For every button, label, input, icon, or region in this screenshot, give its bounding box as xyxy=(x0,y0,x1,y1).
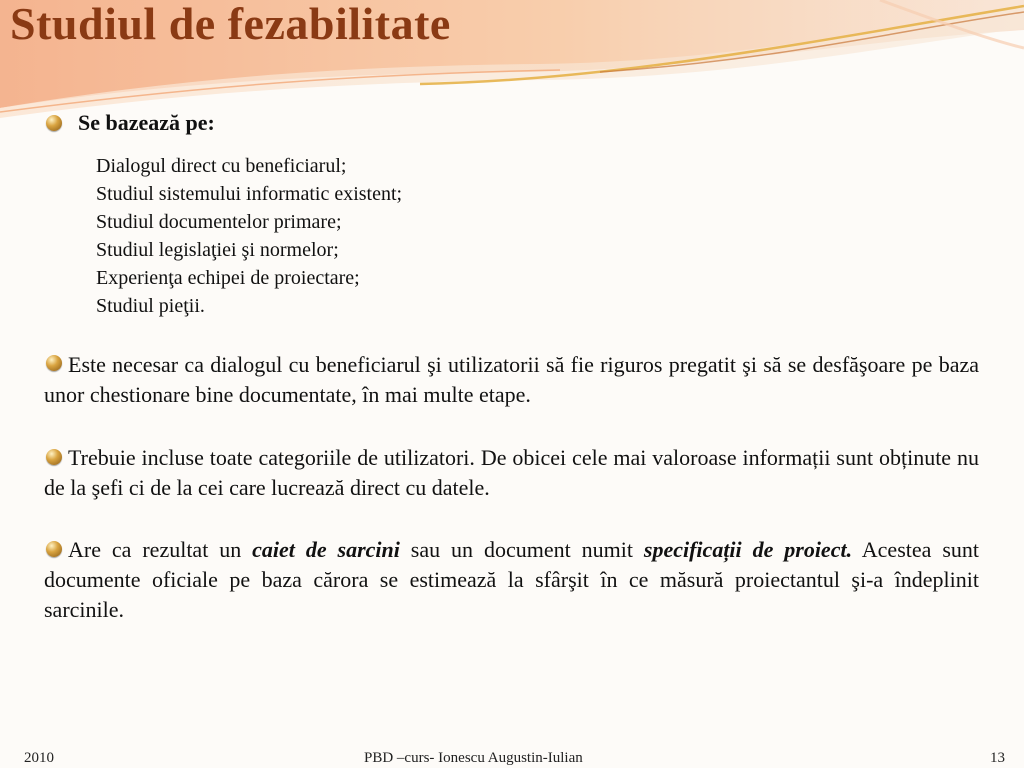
result-text-1: Are ca rezultat un xyxy=(68,537,253,562)
term-specificatii: specificații de proiect. xyxy=(643,537,853,562)
paragraph-dialog: Este necesar ca dialogul cu beneficiarul şi utilizatorii să fie riguros pregatit şi să se desfăşoare pe baza unor chestionare bine documentate, în mai multe etape. xyxy=(44,352,979,407)
basis-item: Studiul pieţii. xyxy=(96,295,205,317)
basis-item: Studiul documentelor primare; xyxy=(96,211,342,233)
result-text-3: Acestea sunt documente oficiale pe baza cărora se estimează la sfârşit în ce măsură proiectantul şi-a îndeplinit sarcinile. xyxy=(44,537,980,622)
paragraph-result xyxy=(44,535,979,625)
basis-heading: Se bazează pe: xyxy=(78,110,215,135)
basis-item: Studiul sistemului informatic existent; xyxy=(96,183,403,205)
basis-item: Experienţa echipei de proiectare; xyxy=(96,267,360,289)
slide-title: Studiul de fezabilitate xyxy=(10,0,451,49)
term-caiet-de-sarcini: caiet de sarcini xyxy=(252,537,400,562)
basis-list xyxy=(96,152,402,320)
result-text-2: sau un document numit xyxy=(399,537,644,562)
footer-course: PBD –curs- Ionescu Augustin-Iulian xyxy=(364,750,583,766)
paragraph-users: Trebuie incluse toate categoriile de utilizatori. De obicei cele mai valoroase informații sunt obținute nu de la şefi ci de la cei care lucrează direct cu datele. xyxy=(44,445,979,500)
basis-item: Dialogul direct cu beneficiarul; xyxy=(96,155,347,177)
basis-item: Studiul legislaţiei şi normelor; xyxy=(96,239,339,261)
footer-year: 2010 xyxy=(24,750,54,766)
footer-page-number: 13 xyxy=(990,750,1005,766)
bullet-icon xyxy=(46,115,62,131)
